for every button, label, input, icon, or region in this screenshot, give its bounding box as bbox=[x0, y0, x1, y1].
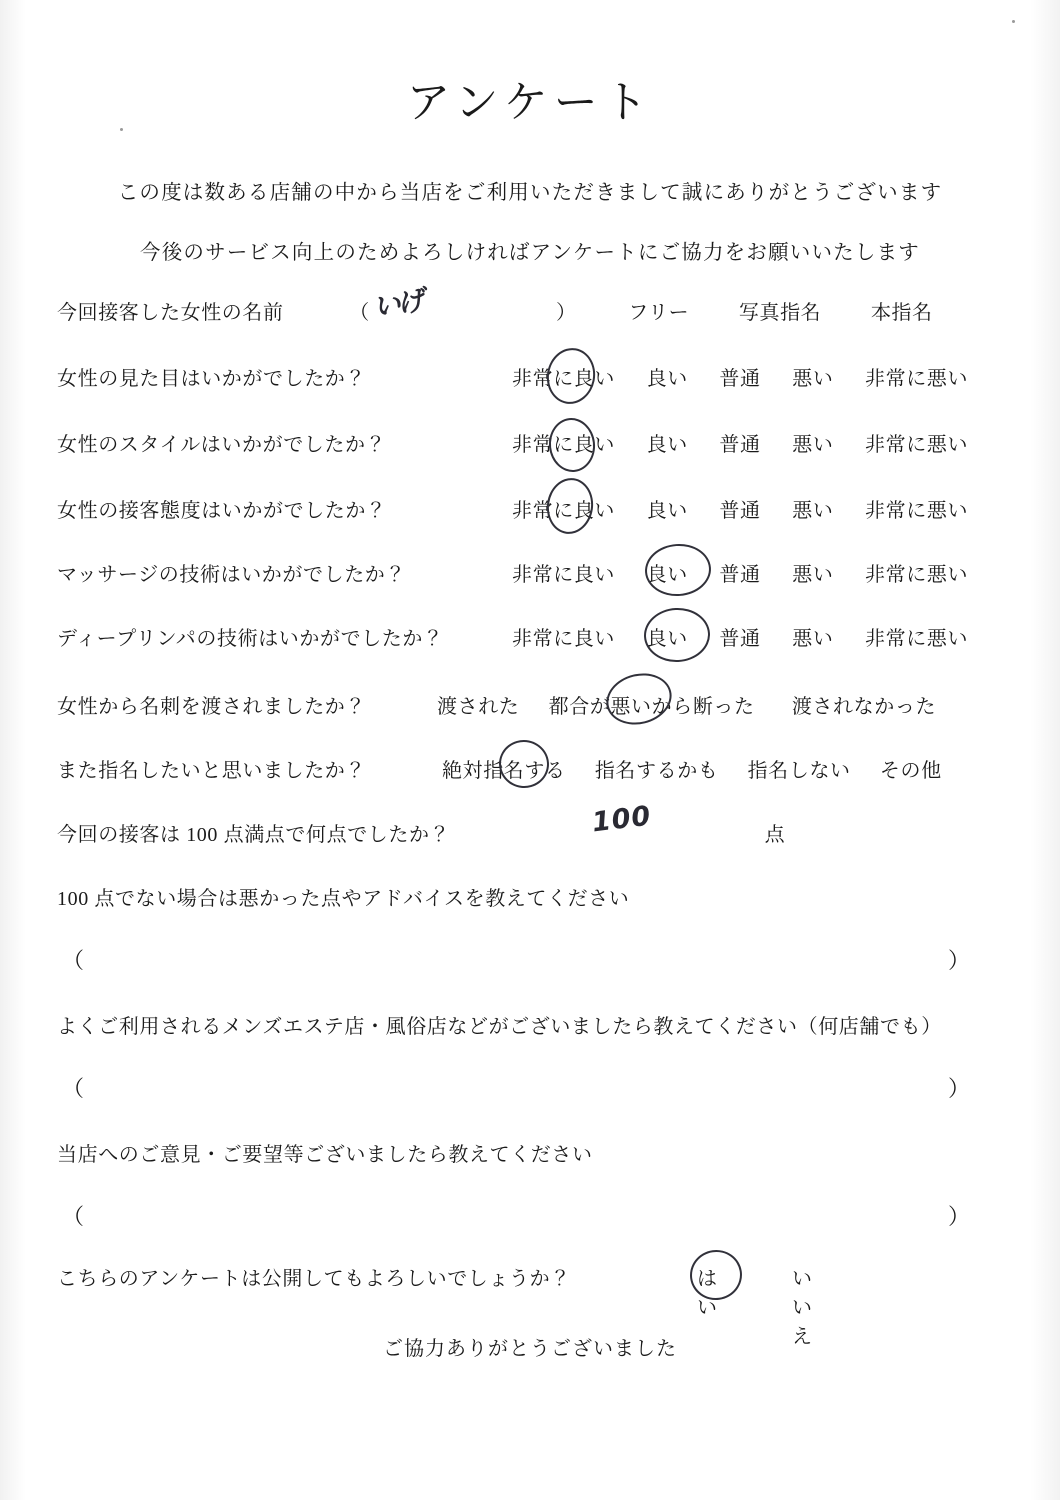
intro-line-1: この度は数ある店舗の中から当店をご利用いただきまして誠にありがとうございます bbox=[117, 182, 943, 204]
option-very-bad[interactable]: 非常に悪い bbox=[865, 564, 969, 586]
paren-close: ） bbox=[947, 1204, 970, 1229]
option-maybe-request[interactable]: 指名するかも bbox=[594, 760, 719, 782]
option-good[interactable]: 良い bbox=[646, 564, 688, 586]
option-definitely-request[interactable]: 絶対指名する bbox=[442, 760, 566, 782]
option-bad[interactable]: 悪い bbox=[792, 368, 834, 390]
question-label: 女性のスタイルはいかがでしたか？ bbox=[57, 434, 387, 456]
intro-line-2: 今後のサービス向上のためよろしければアンケートにご協力をお願いいたします bbox=[140, 242, 920, 264]
publish-row bbox=[57, 1262, 813, 1348]
option-declined[interactable]: 都合が悪いから断った bbox=[548, 696, 755, 718]
handwritten-score: 100 bbox=[590, 800, 654, 839]
name-option-photo[interactable]: 写真指名 bbox=[738, 302, 822, 324]
option-good[interactable]: 良い bbox=[646, 500, 688, 522]
score-label: 今回の接客は 100 点満点で何点でしたか？ bbox=[57, 824, 451, 846]
question-deep-lymph-skill bbox=[57, 622, 1007, 651]
paren-close: ） bbox=[556, 302, 577, 324]
answer-options bbox=[512, 428, 968, 457]
question-service-attitude bbox=[57, 494, 1007, 523]
option-not-received[interactable]: 渡されなかった bbox=[791, 696, 937, 718]
name-row bbox=[57, 296, 1007, 325]
free-question-other-shops: よくご利用されるメンズエステ店・風俗店などがございましたら教えてください（何店舗でも） bbox=[57, 1016, 942, 1038]
free-answer-opinions[interactable] bbox=[62, 1200, 970, 1231]
question-style bbox=[57, 428, 1007, 457]
answer-options bbox=[512, 622, 968, 651]
name-option-free[interactable]: フリー bbox=[628, 302, 690, 324]
paren-close: ） bbox=[947, 1076, 970, 1101]
option-very-good[interactable]: 非常に良い bbox=[512, 434, 615, 456]
answer-options bbox=[512, 362, 968, 391]
paren-open: （ bbox=[62, 1076, 85, 1101]
publish-option-yes[interactable]: はい bbox=[697, 1268, 718, 1319]
question-label: 女性の接客態度はいかがでしたか？ bbox=[57, 500, 387, 522]
question-label: また指名したいと思いましたか？ bbox=[57, 760, 366, 782]
question-appearance bbox=[57, 362, 1007, 391]
paren-open: （ bbox=[62, 948, 85, 973]
scan-speck bbox=[1012, 20, 1015, 23]
option-received[interactable]: 渡された bbox=[437, 696, 520, 718]
option-very-good[interactable]: 非常に良い bbox=[512, 500, 615, 522]
answer-options bbox=[437, 690, 936, 719]
publish-label: こちらのアンケートは公開してもよろしいでしょうか？ bbox=[57, 1268, 571, 1290]
score-row bbox=[57, 818, 1007, 847]
page-title: アンケート bbox=[406, 77, 654, 128]
paren-open: （ bbox=[62, 1204, 85, 1229]
name-row-label: 今回接客した女性の名前 bbox=[57, 302, 284, 324]
answer-options bbox=[442, 754, 942, 783]
option-very-bad[interactable]: 非常に悪い bbox=[865, 434, 969, 456]
closing-message: ご協力ありがとうございました bbox=[383, 1338, 677, 1360]
question-label: ディープリンパの技術はいかがでしたか？ bbox=[57, 628, 444, 650]
paren-open: （ bbox=[349, 302, 370, 324]
option-good[interactable]: 良い bbox=[646, 368, 688, 390]
free-answer-advice[interactable] bbox=[62, 944, 970, 975]
option-average[interactable]: 普通 bbox=[719, 564, 761, 586]
question-repeat-request bbox=[57, 754, 1007, 783]
question-label: マッサージの技術はいかがでしたか？ bbox=[57, 564, 406, 586]
score-answer bbox=[647, 818, 785, 847]
free-question-advice: 100 点でない場合は悪かった点やアドバイスを教えてください bbox=[57, 888, 630, 910]
score-unit: 点 bbox=[764, 824, 786, 846]
option-no-request[interactable]: 指名しない bbox=[747, 760, 851, 782]
option-bad[interactable]: 悪い bbox=[792, 628, 834, 650]
question-business-card bbox=[57, 690, 1007, 719]
option-very-good[interactable]: 非常に良い bbox=[512, 564, 615, 586]
answer-options bbox=[512, 494, 968, 523]
option-very-good[interactable]: 非常に良い bbox=[512, 368, 615, 390]
paren-close: ） bbox=[947, 948, 970, 973]
option-average[interactable]: 普通 bbox=[719, 500, 761, 522]
option-very-bad[interactable]: 非常に悪い bbox=[865, 628, 969, 650]
handwritten-name: いげ bbox=[371, 285, 424, 324]
option-bad[interactable]: 悪い bbox=[792, 500, 834, 522]
option-average[interactable]: 普通 bbox=[719, 368, 761, 390]
option-other[interactable]: その他 bbox=[879, 760, 942, 782]
option-very-bad[interactable]: 非常に悪い bbox=[865, 368, 969, 390]
free-question-opinions: 当店へのご意見・ご要望等ございましたら教えてください bbox=[57, 1144, 593, 1166]
question-label: 女性から名刺を渡されましたか？ bbox=[57, 696, 366, 718]
option-very-good[interactable]: 非常に良い bbox=[512, 628, 615, 650]
option-bad[interactable]: 悪い bbox=[792, 434, 834, 456]
name-option-main[interactable]: 本指名 bbox=[870, 302, 933, 324]
option-good[interactable]: 良い bbox=[646, 628, 688, 650]
option-average[interactable]: 普通 bbox=[719, 628, 761, 650]
question-label: 女性の見た目はいかがでしたか？ bbox=[57, 368, 366, 390]
option-very-bad[interactable]: 非常に悪い bbox=[865, 500, 969, 522]
answer-options bbox=[512, 558, 968, 587]
free-answer-other-shops[interactable] bbox=[62, 1072, 970, 1103]
question-massage-skill bbox=[57, 558, 1007, 587]
option-average[interactable]: 普通 bbox=[719, 434, 761, 456]
option-good[interactable]: 良い bbox=[646, 434, 688, 456]
option-bad[interactable]: 悪い bbox=[792, 564, 834, 586]
publish-option-no[interactable]: いいえ bbox=[792, 1268, 813, 1348]
